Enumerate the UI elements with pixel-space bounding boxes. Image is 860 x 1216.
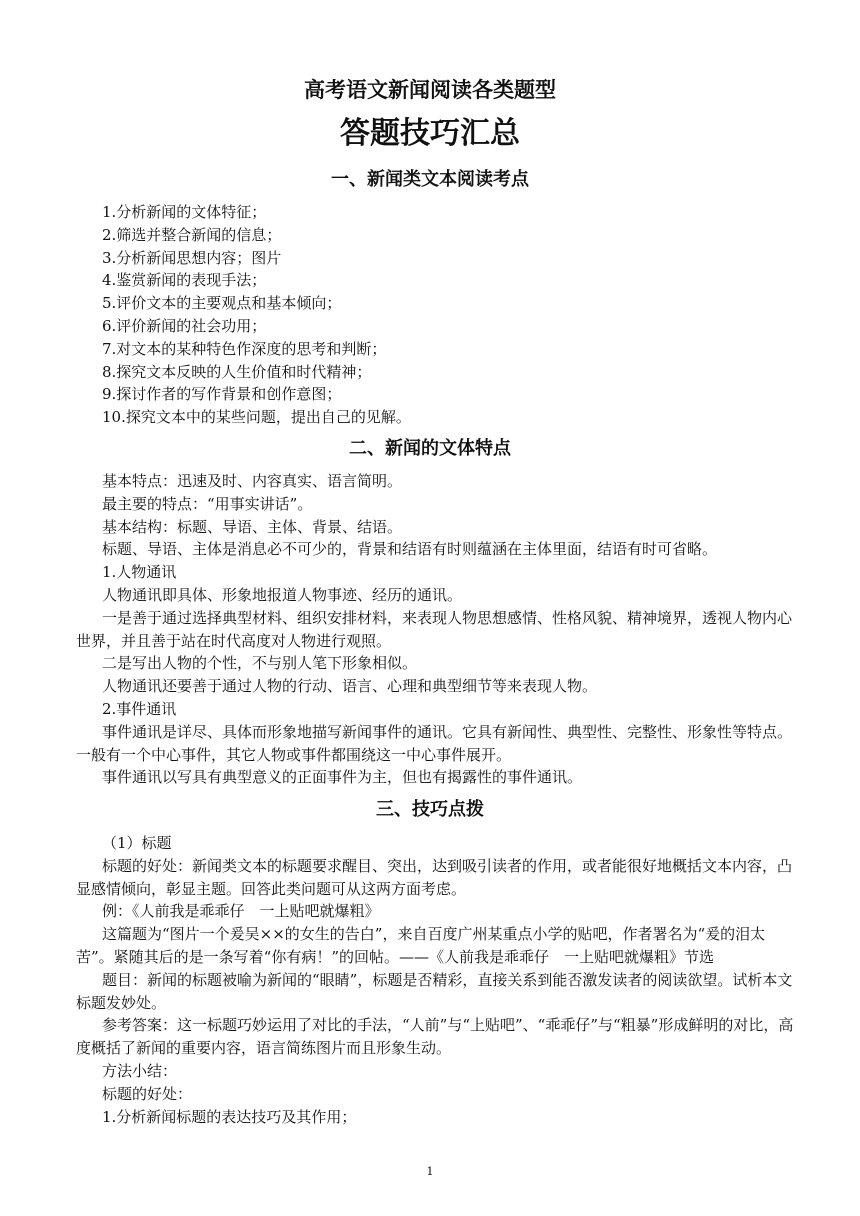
paragraph: 标题的好处：新闻类文本的标题要求醒目、突出，达到吸引读者的作用，或者能很好地概括文本内容，凸显感情倾向，彰显主题。回答此类问题可从这两方面考虑。	[76, 856, 793, 898]
page-number: 1	[426, 1165, 434, 1178]
paragraph: 最主要的特点：“用事实讲话”。	[102, 494, 313, 513]
paragraph: 题目：新闻的标题被喻为新闻的“眼睛”，标题是否精彩，直接关系到能否激发读者的阅读欲望。试析本文标题发妙处。	[76, 970, 793, 1012]
section-3-heading: 三、技巧点拨	[376, 799, 484, 820]
list-item: 4.鉴赏新闻的表现手法；	[102, 271, 267, 290]
section-3-body	[76, 832, 796, 1128]
list-item: 8.探究文本反映的人生价值和时代精神；	[102, 362, 372, 381]
paragraph: 事件通讯以写具有典型意义的正面事件为主，但也有揭露性的事件通讯。	[102, 768, 583, 787]
list-item: 6.评价新闻的社会功用；	[102, 316, 267, 335]
paragraph: 参考答案：这一标题巧妙运用了对比的手法，“人前”与“上贴吧”、“乖乖仔”与“粗暴”形成鲜明的对比，高度概括了新闻的重要内容，语言简练图片而且形象生动。	[76, 1016, 794, 1058]
subheading: 1.人物通讯	[102, 563, 177, 582]
title-line-2: 答题技巧汇总	[340, 116, 520, 151]
list-item: 7.对文本的某种特色作深度的思考和判断；	[102, 339, 387, 358]
section-1-list	[76, 201, 796, 429]
subheading: （1）标题	[102, 834, 172, 852]
paragraph: 这篇题为“图片一个爰吴××的女生的告白”，来自百度广州某重点小学的贴吧，作者署名为“爰的泪太苦”。紧随其后的是一条写着“你有病！”的回帖。——《人前我是乖乖仔 一上贴吧就爆粗》节选	[76, 925, 766, 966]
paragraph: 人物通讯还要善于通过人物的行动、语言、心理和典型细节等来表现人物。	[102, 677, 598, 696]
paragraph: 事件通讯是详尽、具体而形象地描写新闻事件的通讯。它具有新闻性、典型性、完整性、形象性等特点。一般有一个中心事件，其它人物或事件都围绕这一中心事件展开。	[76, 722, 793, 764]
paragraph: 人物通讯即具体、形象地报道人物事迹、经历的通讯。	[102, 585, 463, 604]
paragraph: 方法小结：	[102, 1061, 178, 1080]
list-item: 9.探讨作者的写作背景和创作意图；	[102, 385, 342, 404]
list-item: 3.分析新闻思想内容；图片	[102, 248, 282, 267]
list-item: 1.分析新闻的文体特征；	[102, 203, 267, 221]
paragraph: 二是写出人物的个性，不与别人笔下形象相似。	[102, 654, 418, 673]
list-item: 10.探究文本中的某些问题，提出自己的见解。	[102, 408, 411, 427]
list-item: 2.筛选并整合新闻的信息；	[102, 225, 282, 244]
paragraph: 例：《人前我是乖乖仔 一上贴吧就爆粗》	[102, 902, 380, 921]
list-item: 5.评价文本的主要观点和基本倾向；	[102, 294, 342, 313]
section-1-heading: 一、新闻类文本阅读考点	[331, 169, 529, 190]
paragraph: 标题、导语、主体是消息必不可少的，背景和结语有时则蕴涵在主体里面，结语有时可省略。	[102, 540, 718, 559]
paragraph: 基本特点：迅速及时、内容真实、语言简明。	[102, 472, 403, 490]
section-2-heading: 二、新闻的文体特点	[349, 438, 511, 459]
paragraph: 标题的好处：	[102, 1084, 193, 1103]
paragraph: 一是善于通过选择典型材料、组织安排材料，来表现人物思想感情、性格风貌、精神境界，透视人物内心世界，并且善于站在时代高度对人物进行观照。	[76, 608, 793, 650]
title-line-1: 高考语文新闻阅读各类题型	[304, 78, 556, 102]
paragraph: 1.分析新闻标题的表达技巧及其作用；	[102, 1107, 357, 1126]
paragraph: 基本结构：标题、导语、主体、背景、结语。	[102, 517, 403, 536]
subheading: 2.事件通讯	[102, 699, 177, 718]
section-2-body	[76, 470, 796, 789]
